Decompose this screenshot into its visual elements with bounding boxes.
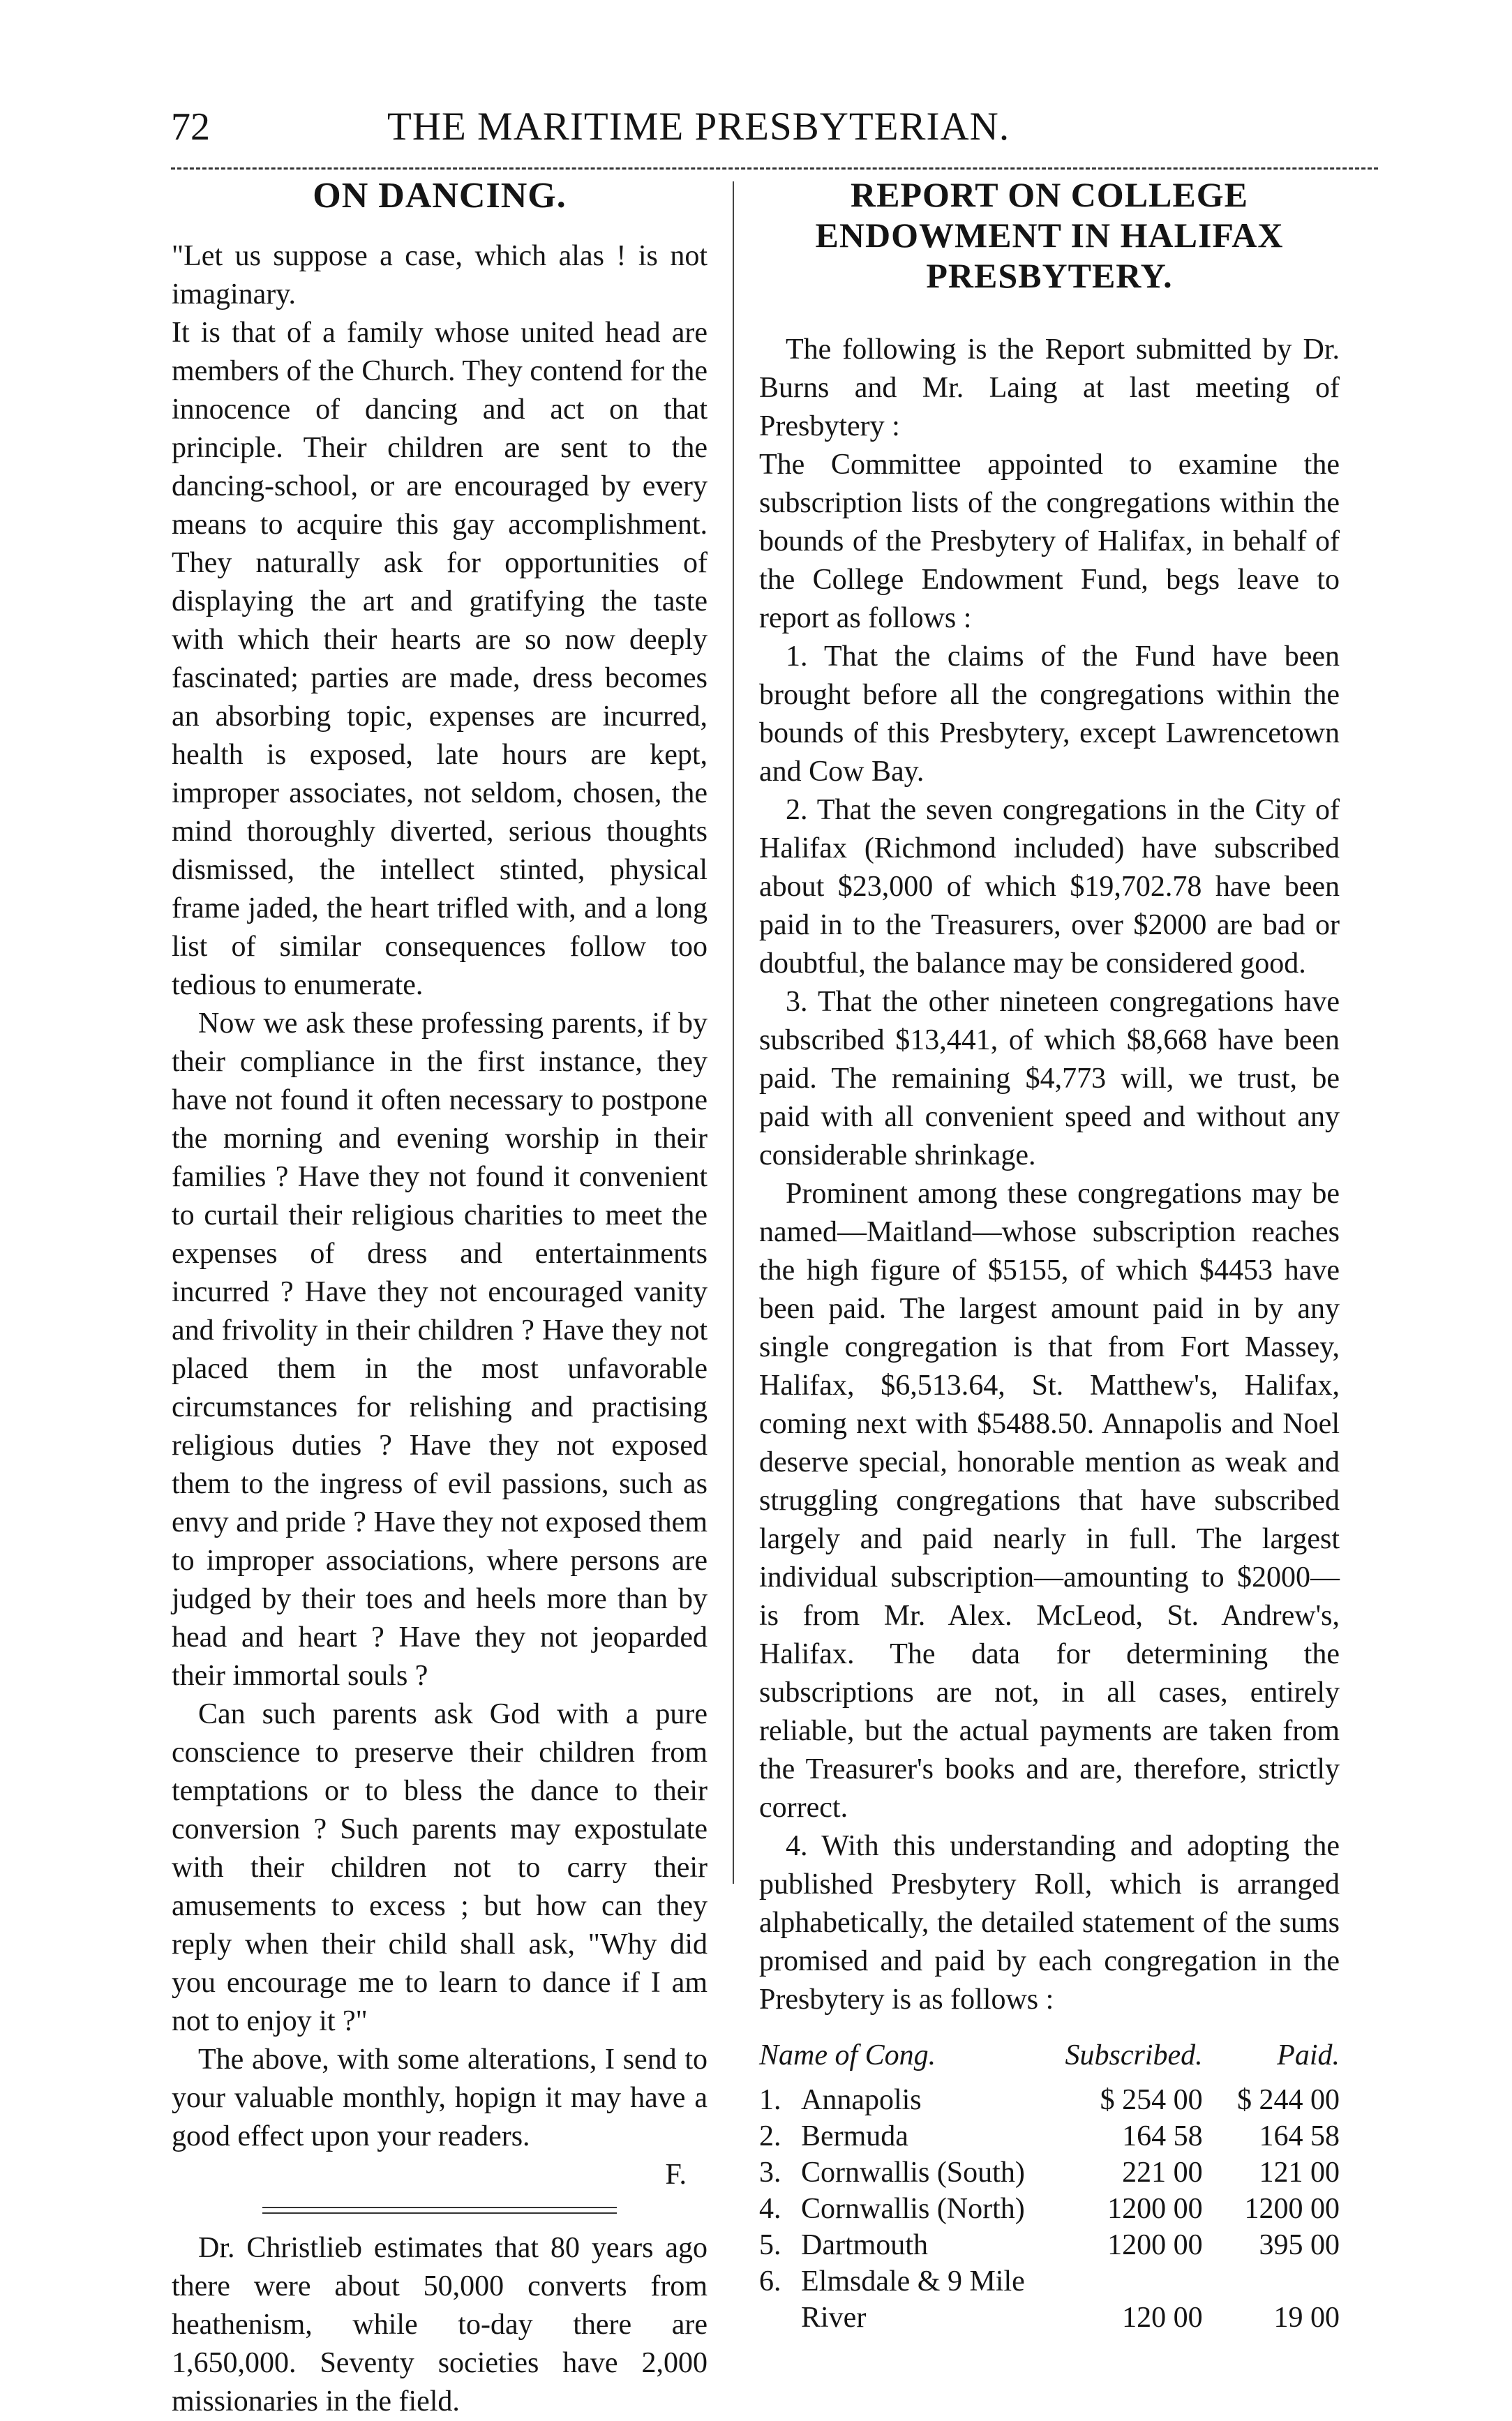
article-body-on-dancing bbox=[172, 237, 708, 2156]
column-header-name: Name of Cong. bbox=[759, 2039, 936, 2071]
right-column bbox=[759, 174, 1340, 2334]
subscribed-amount bbox=[1048, 2263, 1226, 2300]
row-number: 3. bbox=[759, 2157, 781, 2189]
paragraph: "Let us suppose a case, which alas ! is not imaginary. bbox=[172, 240, 708, 310]
subscribed-amount: 221 00 bbox=[1122, 2157, 1203, 2189]
row-number: 2. bbox=[759, 2120, 781, 2152]
paid-amount: 19 00 bbox=[1273, 2302, 1340, 2334]
column-header-subscribed: Subscribed. bbox=[1065, 2039, 1203, 2071]
row-number: 4. bbox=[759, 2193, 781, 2225]
table-row bbox=[759, 2191, 1340, 2227]
paragraph: Prominent among these congregations may be named—Maitland—whose subscription reaches the high figure of $5155, of which $4453 have been paid. The largest amount paid in by any single congregation is that from Fort Massey, Halifax, $6,513.64, St. Matthew's, Halifax, coming next with $5488.50. Annapolis and Noel deserve special, honorable mention as weak and struggling congregations that have subscribed largely and paid nearly in full. The largest individual subscription—amounting to $2000—is from Mr. Alex. McLeod, St. Andrew's, Halifax. The data for determining the subscriptions are not, in all cases, entirely reliable, but the actual payments are taken from the Treasurer's books and are, therefore, strictly correct. bbox=[759, 1178, 1340, 1824]
subscription-table bbox=[759, 2037, 1340, 2336]
left-column bbox=[172, 174, 708, 2418]
column-header-paid: Paid. bbox=[1277, 2039, 1340, 2071]
congregation-name: Dartmouth bbox=[801, 2229, 928, 2261]
congregation-name: Bermuda bbox=[801, 2120, 908, 2152]
paragraph: It is that of a family whose united head are members of the Church. They contend for the innocence of dancing and act on that principle. Their children are sent to the dancing-school, or are encouraged by every means to acquire this gay accomplishment. They naturally ask for opportunities of displaying the art and gratifying the taste with which their hearts are so now deeply fascinated; parties are made, dress becomes an absorbing topic, expenses are incurred, health is exposed, late hours are kept, improper associates, not seldom, chosen, the mind thoroughly diverted, serious thoughts dismissed, the intellect stinted, physical frame jaded, the heart trifled with, and a long list of similar consequences follow too tedious to enumerate. bbox=[172, 317, 708, 1001]
paragraph: Can such parents ask God with a pure conscience to preserve their children from temptations or to bless the dance to their conversion ? Such parents may expostulate with their children not to carry their amusements to excess ; but how can they reply when their child shall ask, "Why did you encourage me to learn to dance if I am not to enjoy it ?" bbox=[172, 1698, 708, 2037]
section-divider bbox=[262, 2207, 617, 2214]
paid-amount: 164 58 bbox=[1259, 2120, 1340, 2152]
running-head-title: THE MARITIME PRESBYTERIAN. bbox=[387, 105, 1010, 149]
header-rule bbox=[171, 167, 1378, 170]
news-note: Dr. Christlieb estimates that 80 years ago there were about 50,000 converts from heathenism, while to-day there are 1,650,000. Seventy societies have 2,000 missionaries in the field. bbox=[172, 2232, 708, 2418]
article-heading-college-endowment: REPORT ON COLLEGE ENDOWMENT IN HALIFAX PRESBYTERY. bbox=[815, 175, 1284, 295]
congregation-name: Annapolis bbox=[801, 2084, 922, 2116]
page-number: 72 bbox=[171, 105, 210, 149]
paid-amount: 395 00 bbox=[1259, 2229, 1340, 2261]
row-number bbox=[759, 2300, 801, 2336]
article-heading-on-dancing: ON DANCING. bbox=[313, 176, 567, 216]
congregation-name: Elmsdale & 9 Mile bbox=[801, 2265, 1025, 2298]
subscribed-amount: 1200 00 bbox=[1107, 2193, 1203, 2225]
table-header-row bbox=[759, 2037, 1340, 2082]
row-number: 1. bbox=[759, 2084, 781, 2116]
subscribed-amount: 1200 00 bbox=[1107, 2229, 1203, 2261]
table-row bbox=[759, 2227, 1340, 2263]
paragraph: Now we ask these professing parents, if by their compliance in the first instance, they have not found it often necessary to postpone the morning and evening worship in their families ? Have they not found it convenient to curtail their religious charities to meet the expenses of dress and entertainments incurred ? Have they not encouraged vanity and frivolity in their children ? Have they not placed them in the most unfavorable circumstances for relishing and practising religious duties ? Have they not exposed them to the ingress of evil passions, such as envy and pride ? Have they not exposed them to improper associations, where persons are judged by their toes and heels more than by head and heart ? Have they not jeoparded their immortal souls ? bbox=[172, 1007, 708, 1692]
subscribed-amount: 164 58 bbox=[1122, 2120, 1203, 2152]
column-divider bbox=[733, 181, 734, 1884]
table-row bbox=[759, 2154, 1340, 2191]
signature: F. bbox=[665, 2159, 687, 2191]
table-row bbox=[759, 2300, 1340, 2336]
congregation-name: Cornwallis (South) bbox=[801, 2157, 1025, 2189]
intro-paragraph: The following is the Report submitted by Dr. Burns and Mr. Laing at last meeting of Presbytery : bbox=[759, 333, 1340, 442]
table-row bbox=[759, 2118, 1340, 2154]
subscribed-amount: 120 00 bbox=[1122, 2302, 1203, 2334]
table-row bbox=[759, 2082, 1340, 2118]
congregation-name: River bbox=[801, 2302, 867, 2334]
paid-amount: 1200 00 bbox=[1244, 2193, 1340, 2225]
paragraph: 4. With this understanding and adopting the published Presbytery Roll, which is arranged alphabetically, the detailed statement of the sums promised and paid by each congregation in the Presbytery is as follows : bbox=[759, 1830, 1340, 2016]
row-number: 5. bbox=[759, 2229, 781, 2261]
paid-amount bbox=[1227, 2263, 1340, 2300]
congregation-name: Cornwallis (North) bbox=[801, 2193, 1025, 2225]
table-row bbox=[759, 2263, 1340, 2300]
paragraph: The Committee appointed to examine the subscription lists of the congregations within the bounds of the Presbytery of Halifax, in behalf of the College Endowment Fund, begs leave to report as follows : bbox=[759, 449, 1340, 634]
paid-amount: 121 00 bbox=[1259, 2157, 1340, 2189]
subscribed-amount: $ 254 00 bbox=[1100, 2084, 1203, 2116]
paragraph: 2. That the seven congregations in the City of Halifax (Richmond included) have subscribed about $23,000 of which $19,702.78 have been paid in to the Treasurers, over $2000 are bad or doubtful, the balance may be considered good. bbox=[759, 794, 1340, 980]
paid-amount: $ 244 00 bbox=[1237, 2084, 1340, 2116]
row-number: 6. bbox=[759, 2265, 781, 2298]
paragraph: 3. That the other nineteen congregations have subscribed $13,441, of which $8,668 have been paid. The remaining $4,773 will, we trust, be paid with all convenient speed and without any considerable shrinkage. bbox=[759, 986, 1340, 1171]
paragraph: The above, with some alterations, I send to your valuable monthly, hopign it may have a good effect upon your readers. bbox=[172, 2044, 708, 2152]
paragraph: 1. That the claims of the Fund have been brought before all the congregations within the bounds of this Presbytery, except Lawrencetown and Cow Bay. bbox=[759, 640, 1340, 788]
